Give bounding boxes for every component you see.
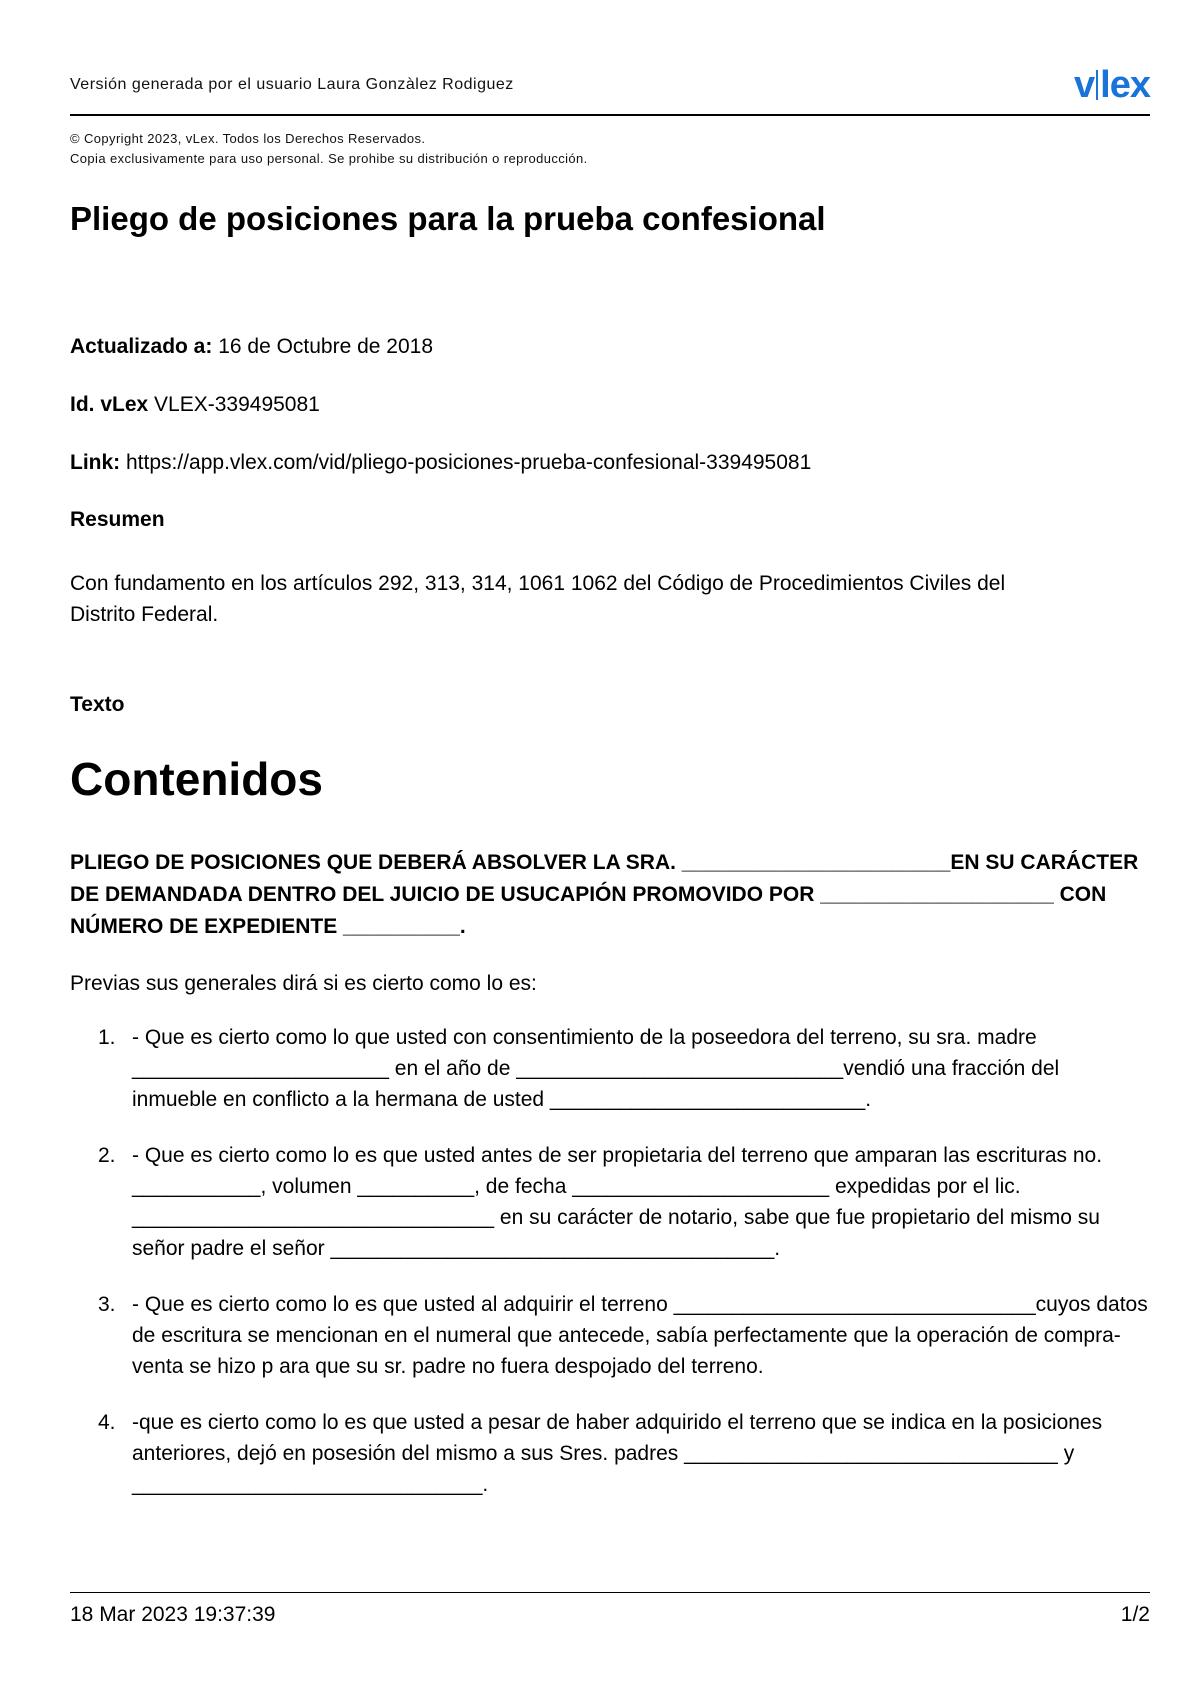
document-link[interactable]: https://app.vlex.com/vid/pliego-posiciones-prueba-confesional-339495081 xyxy=(120,451,812,474)
item-number: 2. xyxy=(98,1144,116,1167)
text-heading-row xyxy=(70,693,124,717)
positions-list xyxy=(70,1022,1150,1525)
item-text: - Que es cierto como lo es que usted al adquirir el terreno _______________________________cuyos datos de escritura se mencionan en el numeral que antecede, sabía perfectamente que la operación de compra-venta se hizo p ara que su sr. padre no fuera despojado del terreno. xyxy=(132,1293,1148,1378)
list-item xyxy=(70,1289,1150,1382)
logo-part-lex: lex xyxy=(1100,64,1150,106)
item-number: 1. xyxy=(98,1026,116,1049)
updated-label: Actualizado a: xyxy=(70,335,213,358)
pliego-heading: PLIEGO DE POSICIONES QUE DEBERÁ ABSOLVER LA SRA. _______________________EN SU CARÁCTER DE DEMANDADA DENTRO DEL JUICIO DE USUCAPIÓN PROMOVIDO POR ____________________ CON NÚMERO DE EXPEDIENTE __________. xyxy=(70,851,1139,938)
list-item xyxy=(70,1407,1150,1500)
updated-row xyxy=(70,335,433,359)
document-title: Pliego de posiciones para la prueba confesional xyxy=(70,200,826,237)
summary-heading: Resumen xyxy=(70,508,165,531)
page-number: 1/2 xyxy=(1120,1603,1150,1626)
link-row xyxy=(70,451,811,475)
updated-value: 16 de Octubre de 2018 xyxy=(212,335,434,358)
text-heading: Texto xyxy=(70,693,125,716)
vlex-logo xyxy=(1074,64,1150,107)
intro-text: Previas sus generales dirá si es cierto como lo es: xyxy=(70,972,537,995)
vlex-id-value: VLEX-339495081 xyxy=(148,393,320,416)
generated-by-text: Versión generada por el usuario Laura Gonzàlez Rodiguez xyxy=(70,76,514,93)
logo-part-v: v xyxy=(1074,64,1095,106)
item-text: - Que es cierto como lo es que usted antes de ser propietaria del terreno que amparan las escrituras no. ___________, volumen __________, de fecha ______________________ expedidas por el lic. _______________________________ en su carácter de notario, sabe que fue propietario del mismo su señor padre el señor ______________________________________. xyxy=(132,1144,1103,1260)
vlex-id-row xyxy=(70,393,320,417)
footer-datetime: 18 Mar 2023 19:37:39 xyxy=(70,1603,276,1626)
list-item xyxy=(70,1140,1150,1264)
contents-title: Contenidos xyxy=(70,753,323,805)
item-text: -que es cierto como lo es que usted a pesar de haber adquirido el terreno que se indica en la posiciones anteriores, dejó en posesión del mismo a sus Sres. padres ________________________________ y ______________________________. xyxy=(132,1411,1103,1496)
summary-text: Con fundamento en los artículos 292, 313, 314, 1061 1062 del Código de Procedimientos Civiles del Distrito Federal. xyxy=(70,572,1006,626)
page-header xyxy=(70,64,1150,116)
copyright-line: © Copyright 2023, vLex. Todos los Derechos Reservados. xyxy=(70,131,426,146)
item-number: 3. xyxy=(98,1293,116,1316)
item-number: 4. xyxy=(98,1411,116,1434)
logo-bar xyxy=(1096,70,1098,100)
copyright-notice xyxy=(70,129,588,169)
item-text: - Que es cierto como lo que usted con consentimiento de la poseedora del terreno, su sra. madre ______________________ en el año de ____________________________vendió una fracción del inmueble en conflicto a la hermana de usted ___________________________. xyxy=(132,1026,1060,1111)
vlex-id-label: Id. vLex xyxy=(70,393,149,416)
list-item xyxy=(70,1022,1150,1115)
usage-restriction-line: Copia exclusivamente para uso personal. Se prohibe su distribución o reproducción. xyxy=(70,151,588,166)
page-footer xyxy=(70,1592,1150,1633)
summary-heading-row xyxy=(70,508,165,532)
link-label: Link: xyxy=(70,451,121,474)
